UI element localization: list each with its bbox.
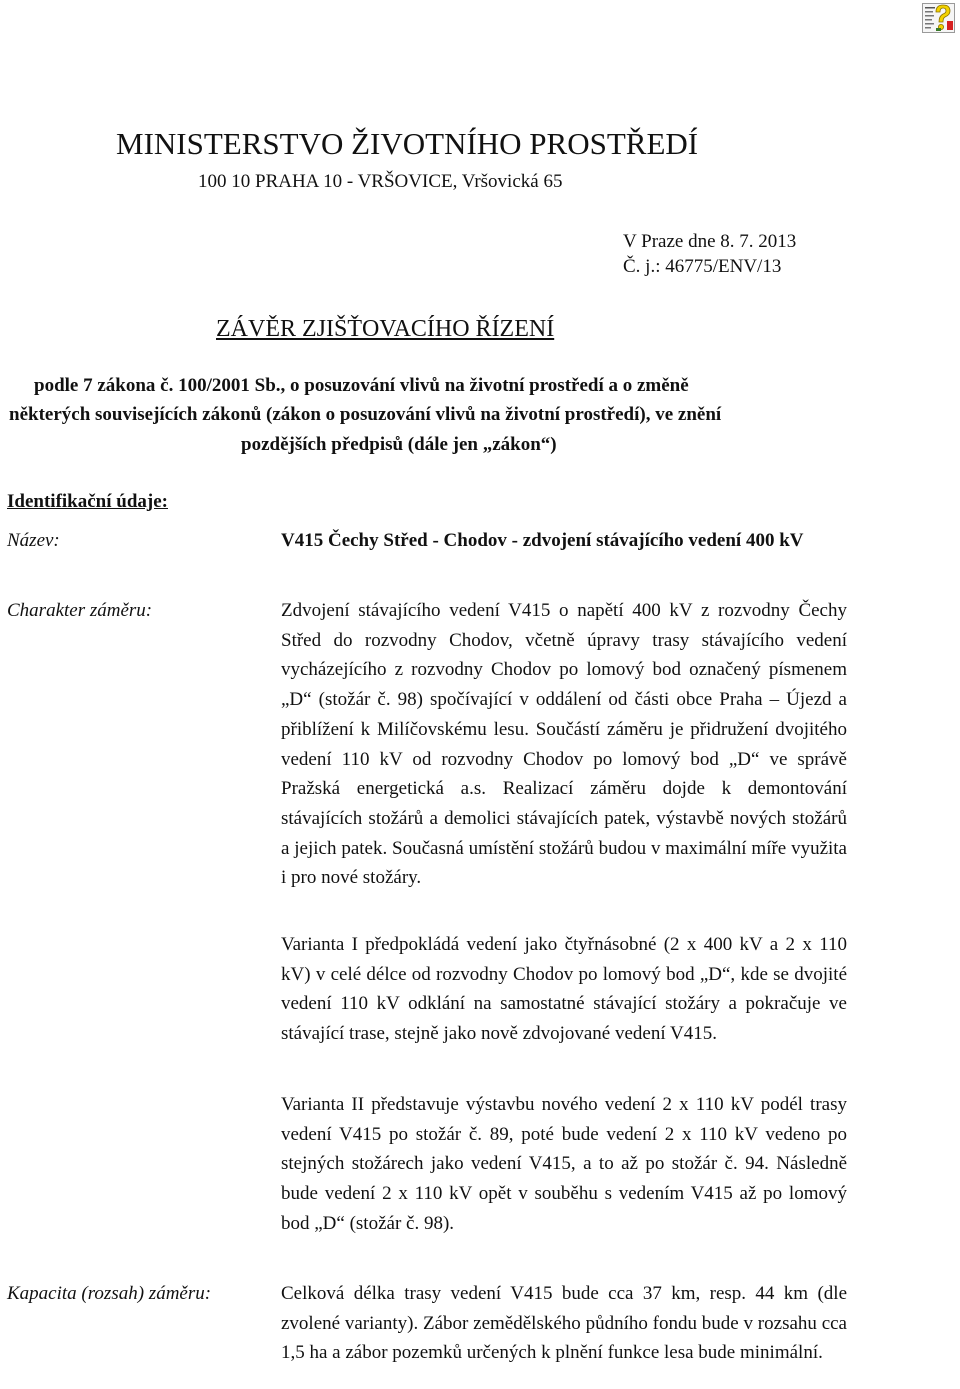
character-paragraph-variant-2: Varianta II představuje výstavbu nového vedení 2 x 110 kV podél trasy vedení V415 po stožár č. 89, poté bude vedení 2 x 110 kV vedeno po stejných stožárech jako vedení V415, a to až po stožár č. 94. Následně bude vedení 2 x 110 kV opět v souběhu s vedením V415 až po lomový bod „D“ (stožár č. 98). bbox=[281, 1094, 847, 1234]
capacity-label: Kapacita (rozsah) záměru: bbox=[7, 1283, 212, 1304]
document-date: V Praze dne 8. 7. 2013 bbox=[623, 231, 797, 252]
question-mark-document-icon bbox=[922, 3, 955, 33]
capacity-value: Celková délka trasy vedení V415 bude cca 37 km, resp. 44 km (dle zvolené varianty). Zábor zemědělského půdního fondu bude v rozsahu cca 1,5 ha a zábor pozemků určených k plnění funkce lesa bude minimální. bbox=[281, 1283, 847, 1364]
law-reference-line-3: pozdějších předpisů (dále jen „zákon“) bbox=[241, 434, 557, 455]
character-label: Charakter záměru: bbox=[7, 600, 153, 621]
law-reference-line-1: podle 7 zákona č. 100/2001 Sb., o posuzování vlivů na životní prostředí a o změně bbox=[34, 375, 689, 396]
name-value: V415 Čechy Střed - Chodov - zdvojení stávajícího vedení 400 kV bbox=[281, 530, 804, 551]
character-paragraph-main: Zdvojení stávajícího vedení V415 o napětí 400 kV z rozvodny Čechy Střed do rozvodny Chodov, včetně úpravy trasy stávajícího vedení vycházejícího z rozvodny Chodov po lomový bod označený písmenem „D“ (stožár č. 98) spočívající v oddálení od části obce Praha – Újezd a přiblížení k Milíčovskému lesu. Součástí záměru je přidružení dvojitého vedení 110 kV od rozvodny Chodov po lomový bod „D“ ve správě Pražská energetická a.s. Realizací záměru dojde k demontování stávajících stožárů a demolici stávajících patek, výstavbě nových stožárů a jejich patek. Současná umístění stožárů budou v maximální míře využita i pro nové stožáry. bbox=[281, 600, 847, 889]
ministry-name: MINISTERSTVO ŽIVOTNÍHO PROSTŘEDÍ bbox=[116, 126, 699, 161]
name-label: Název: bbox=[7, 530, 60, 551]
character-paragraph-variant-1: Varianta I předpokládá vedení jako čtyřnásobné (2 x 400 kV a 2 x 110 kV) v celé délce od rozvodny Chodov po lomový bod „D“, kde se dvojité vedení 110 kV odklání na samostatné stávající stožáry a pokračuje ve stávající trase, stejně jako nově zdvojované vedení V415. bbox=[281, 934, 847, 1045]
law-reference-line-2: některých souvisejících zákonů (zákon o posuzování vlivů na životní prostředí), ve znění bbox=[9, 404, 722, 425]
ministry-address: 100 10 PRAHA 10 - VRŠOVICE, Vršovická 65 bbox=[198, 171, 563, 192]
reference-number: Č. j.: 46775/ENV/13 bbox=[623, 256, 782, 277]
identification-heading: Identifikační údaje: bbox=[7, 491, 168, 512]
document-title: ZÁVĚR ZJIŠŤOVACÍHO ŘÍZENÍ bbox=[216, 316, 555, 342]
